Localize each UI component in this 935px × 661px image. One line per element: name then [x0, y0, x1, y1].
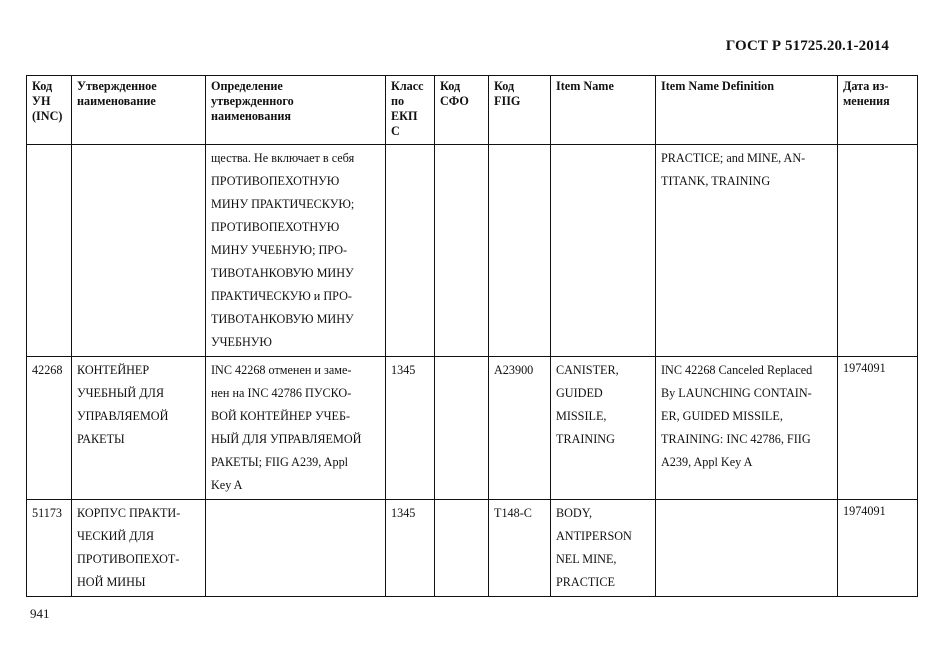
header-text-line: Класс	[391, 79, 424, 93]
table-row	[27, 500, 918, 597]
cell-text-line: нен на INC 42786 ПУСКО-	[211, 386, 352, 400]
header-text-line: Item Name	[556, 79, 614, 93]
cell-text-line: GUIDED	[556, 386, 603, 400]
table-header-row	[27, 76, 918, 145]
cell-text-line: PRACTICE; and MINE, AN-	[661, 151, 806, 165]
header-text-line: Дата из-	[843, 79, 889, 93]
cell-text-line: INC 42268 Canceled Replaced	[661, 363, 813, 377]
cell-fiig-code	[489, 500, 551, 597]
cell-text-line: By LAUNCHING CONTAIN-	[661, 386, 812, 400]
cell-approved-name	[72, 500, 206, 597]
cell-name-definition	[206, 500, 386, 597]
cell-text-line: ПРАКТИЧЕСКУЮ и ПРО-	[211, 289, 352, 303]
page-number: 941	[30, 606, 50, 621]
cell-text-line: ПРОТИВОПЕХОТНУЮ	[211, 174, 340, 188]
cell-item-name	[551, 145, 656, 357]
column-item-name-header	[551, 76, 656, 145]
cell-sfo-code	[435, 145, 489, 357]
cell-text-line: INC 42268 отменен и заме-	[211, 363, 352, 377]
header-text-line: С	[391, 124, 400, 138]
cell-sfo-code	[435, 357, 489, 500]
cell-text-line: 51173	[32, 506, 63, 520]
column-approved-name-header	[72, 76, 206, 145]
cell-item-name	[551, 500, 656, 597]
cell-item-name-definition	[656, 357, 838, 500]
table-row	[27, 357, 918, 500]
column-sfo-code-header	[435, 76, 489, 145]
cell-text-line: РАКЕТЫ; FIIG A239, Appl	[211, 455, 349, 469]
cell-text-line: 1345	[391, 363, 416, 377]
cell-text-line: NEL MINE,	[556, 552, 617, 566]
cell-class	[386, 357, 435, 500]
cell-text-line: T148-C	[494, 506, 532, 520]
column-item-name-definition-header	[656, 76, 838, 145]
column-change-date-header	[838, 76, 918, 145]
cell-sfo-code	[435, 500, 489, 597]
cell-text-line: 1974091	[843, 361, 886, 375]
cell-fiig-code	[489, 145, 551, 357]
cell-item-name-definition	[656, 145, 838, 357]
column-name-definition-header	[206, 76, 386, 145]
cell-text-line: УПРАВЛЯЕМОЙ	[77, 409, 169, 423]
header-text-line: Код	[494, 79, 515, 93]
cell-text-line: УЧЕБНУЮ	[211, 335, 272, 349]
cell-text-line: ER, GUIDED MISSILE,	[661, 409, 783, 423]
cell-approved-name	[72, 145, 206, 357]
header-text-line: Item Name Definition	[661, 79, 775, 93]
cell-text-line: Key A	[211, 478, 243, 492]
header-text-line: менения	[843, 94, 890, 108]
cell-text-line: BODY,	[556, 506, 593, 520]
cell-text-line: УЧЕБНЫЙ ДЛЯ	[77, 386, 164, 400]
nomenclature-table	[26, 75, 918, 597]
cell-change-date	[838, 357, 918, 500]
cell-item-name	[551, 357, 656, 500]
cell-name-definition	[206, 357, 386, 500]
cell-class	[386, 500, 435, 597]
cell-inc-code	[27, 357, 72, 500]
cell-text-line: ЧЕСКИЙ ДЛЯ	[77, 529, 154, 543]
cell-text-line: TRAINING	[556, 432, 615, 446]
cell-text-line: ВОЙ КОНТЕЙНЕР УЧЕБ-	[211, 409, 351, 423]
cell-name-definition	[206, 145, 386, 357]
header-text-line: по	[391, 94, 405, 108]
cell-text-line: TRAINING: INC 42786, FIIG	[661, 432, 811, 446]
header-text-line: Утвержденное	[77, 79, 157, 93]
header-text-line: наименования	[211, 109, 291, 123]
cell-text-line: A23900	[494, 363, 534, 377]
cell-text-line: НОЙ МИНЫ	[77, 575, 146, 589]
cell-text-line: ПРОТИВОПЕХОТНУЮ	[211, 220, 340, 234]
header-text-line: УН	[32, 94, 51, 108]
cell-item-name-definition	[656, 500, 838, 597]
cell-text-line: 1345	[391, 506, 416, 520]
cell-text-line: НЫЙ ДЛЯ УПРАВЛЯЕМОЙ	[211, 432, 362, 446]
header-text-line: FIIG	[494, 94, 521, 108]
cell-text-line: КОРПУС ПРАКТИ-	[77, 506, 181, 520]
cell-text-line: ПРОТИВОПЕХОТ-	[77, 552, 180, 566]
header-text-line: Определение	[211, 79, 283, 93]
cell-approved-name	[72, 357, 206, 500]
document-standard-header: ГОСТ Р 51725.20.1-2014	[725, 38, 889, 54]
header-text-line: ЕКП	[391, 109, 418, 123]
cell-text-line: PRACTICE	[556, 575, 615, 589]
cell-text-line: РАКЕТЫ	[77, 432, 125, 446]
cell-text-line: ТИВОТАНКОВУЮ МИНУ	[211, 266, 354, 280]
cell-text-line: щества. Не включает в себя	[211, 151, 355, 165]
cell-class	[386, 145, 435, 357]
column-class-header	[386, 76, 435, 145]
cell-change-date	[838, 500, 918, 597]
cell-inc-code	[27, 145, 72, 357]
cell-text-line: ТИВОТАНКОВУЮ МИНУ	[211, 312, 354, 326]
table-row	[27, 145, 918, 357]
cell-fiig-code	[489, 357, 551, 500]
cell-inc-code	[27, 500, 72, 597]
table-body	[27, 145, 918, 597]
cell-text-line: 42268	[32, 363, 63, 377]
cell-text-line: ANTIPERSON	[556, 529, 632, 543]
cell-text-line: A239, Appl Key A	[661, 455, 753, 469]
cell-change-date	[838, 145, 918, 357]
header-text-line: утвержденного	[211, 94, 294, 108]
header-text-line: (INC)	[32, 109, 63, 123]
cell-text-line: CANISTER,	[556, 363, 619, 377]
cell-text-line: МИНУ УЧЕБНУЮ; ПРО-	[211, 243, 348, 257]
cell-text-line: 1974091	[843, 504, 886, 518]
column-inc-code-header	[27, 76, 72, 145]
cell-text-line: MISSILE,	[556, 409, 607, 423]
header-text-line: Код	[440, 79, 461, 93]
cell-text-line: TITANK, TRAINING	[661, 174, 771, 188]
header-text-line: СФО	[440, 94, 469, 108]
header-text-line: Код	[32, 79, 53, 93]
cell-text-line: МИНУ ПРАКТИЧЕСКУЮ;	[211, 197, 355, 211]
header-text-line: наименование	[77, 94, 156, 108]
cell-text-line: КОНТЕЙНЕР	[77, 363, 150, 377]
column-fiig-code-header	[489, 76, 551, 145]
